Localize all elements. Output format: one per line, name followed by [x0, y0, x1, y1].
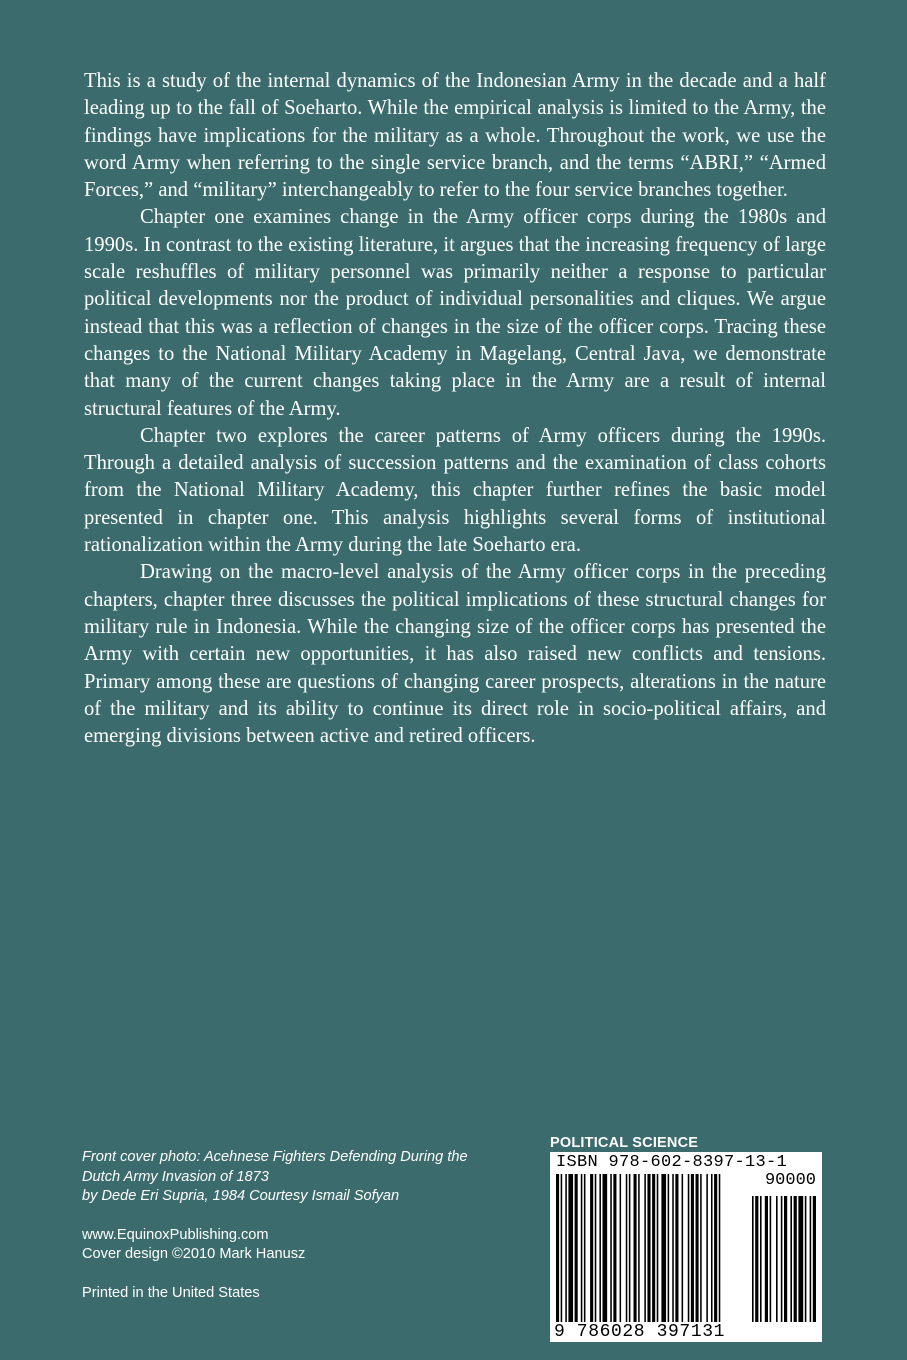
addon-bar [798, 1196, 803, 1322]
barcode-bar [714, 1174, 717, 1322]
barcode-area [549, 1134, 827, 1342]
addon-bar [781, 1196, 783, 1322]
barcode-bar [561, 1174, 563, 1322]
addon-bar [760, 1196, 762, 1322]
barcode-bar [603, 1174, 608, 1322]
photo-credit-line-2: Dutch Army Invasion of 1873 [82, 1168, 269, 1185]
barcode-bar [610, 1174, 612, 1322]
barcode-bar [638, 1174, 640, 1322]
barcode-bar [688, 1174, 690, 1322]
barcode-box [550, 1152, 822, 1342]
isbn-text: ISBN 978-602-8397-13-1 [556, 1153, 788, 1172]
barcode-bar [696, 1174, 699, 1322]
barcode-bar [626, 1174, 628, 1322]
blurb-paragraph-3: Chapter two explores the career patterns of Army officers during the 1990s. Through a detailed analysis of succession patterns and the examination of class cohorts from the National Military Academy, this chapter further refines the basic model presented in chapter one. This analysis highlights several forms of institutional rationalization within the Army during the late Soeharto era. [84, 424, 826, 557]
printed-in: Printed in the United States [82, 1284, 260, 1301]
blurb-paragraph-2: Chapter one examines change in the Army officer corps during the 1980s and 1990s. In contrast to the existing literature, it argues that the increasing frequency of large scale reshuffles of military personnel was primarily neither a response to particular political developments nor the product of individual personalities and cliques. We argue instead that this was a reflection of changes in the size of the officer corps. Tracing these changes to the National Military Academy in Magelang, Central Java, we demonstrate that many of the current changes taking place in the Army are a result of internal structural features of the Army. [84, 206, 826, 420]
addon-bar [813, 1196, 816, 1322]
barcode-bar [647, 1174, 650, 1322]
addon-bar [765, 1196, 768, 1322]
barcode-bar [675, 1174, 678, 1322]
addon-bar [755, 1196, 758, 1322]
blurb-paragraph-4: Drawing on the macro-level analysis of the Army officer corps in the preceding chapters, chapter three discusses the political implications of these structural changes for military rule in Indonesia. While the changing size of the officer corps has presented the Army with certain new opportunities, it has also raised new conflicts and tensions. Primary among these are questions of changing career prospects, alterations in the nature of the military and its ability to continue its direct role in socio-political affairs, and emerging divisions between active and retired officers. [84, 561, 826, 748]
credits [82, 1148, 532, 1303]
addon-bar [770, 1196, 772, 1322]
blurb-paragraph-1: This is a study of the internal dynamics of the Indonesian Army in the decade and a half leading up to the fall of Soeharto. While the empirical analysis is limited to the Army, the findings have implications for the military as a whole. Throughout the work, we use the word Army when referring to the single service branch, and the terms “ABRI,” “Armed Forces,” and “military” interchangeably to refer to the four service branches together. [84, 70, 826, 202]
photo-credit-line-1: Front cover photo: Acehnese Fighters Defending During the [82, 1149, 468, 1165]
barcode-bar [599, 1174, 601, 1322]
barcode-bar [672, 1174, 674, 1322]
barcode-bar [629, 1174, 631, 1322]
barcode-bar [595, 1174, 597, 1322]
addon-bar [784, 1196, 787, 1322]
barcode-bar [575, 1174, 578, 1322]
barcode-digits: 9 786028 397131 [554, 1322, 726, 1342]
barcode-bar [682, 1174, 684, 1322]
barcode-bar [719, 1174, 721, 1322]
addon-bar [794, 1196, 797, 1322]
cover-design-credit: Cover design ©2010 Mark Hanusz [82, 1246, 306, 1262]
barcode-bar [657, 1174, 659, 1322]
barcode-bar [644, 1174, 646, 1322]
photo-credit-line-3: by Dede Eri Supria, 1984 Courtesy Ismail Sofyan [82, 1188, 400, 1204]
barcode-bar [581, 1174, 583, 1322]
barcode-bar [613, 1174, 616, 1322]
addon-bar [810, 1196, 812, 1322]
price-code: 90000 [764, 1171, 816, 1190]
barcode-bar [584, 1174, 586, 1322]
category-label: POLITICAL SCIENCE [550, 1135, 699, 1151]
blurb [84, 68, 826, 750]
barcode-bar [565, 1174, 567, 1322]
barcode-bar [691, 1174, 694, 1322]
barcode-bar [706, 1174, 708, 1322]
barcode-bar [652, 1174, 655, 1322]
addon-bar [805, 1196, 807, 1322]
barcode-bar [700, 1174, 702, 1322]
barcode-bar [661, 1174, 666, 1322]
barcode-bar [556, 1174, 559, 1322]
barcode-bars-graphic [556, 1171, 818, 1322]
addon-bar [752, 1196, 754, 1322]
barcode-bar [620, 1174, 622, 1322]
addon-bar [776, 1196, 778, 1322]
barcode-bar [711, 1174, 713, 1322]
barcode-bar [590, 1174, 593, 1322]
barcode-bar [568, 1174, 573, 1322]
addon-bar [790, 1196, 792, 1322]
barcode-bar [668, 1174, 670, 1322]
barcode-bar [634, 1174, 637, 1322]
publisher-website: www.EquinoxPublishing.com [82, 1226, 269, 1243]
